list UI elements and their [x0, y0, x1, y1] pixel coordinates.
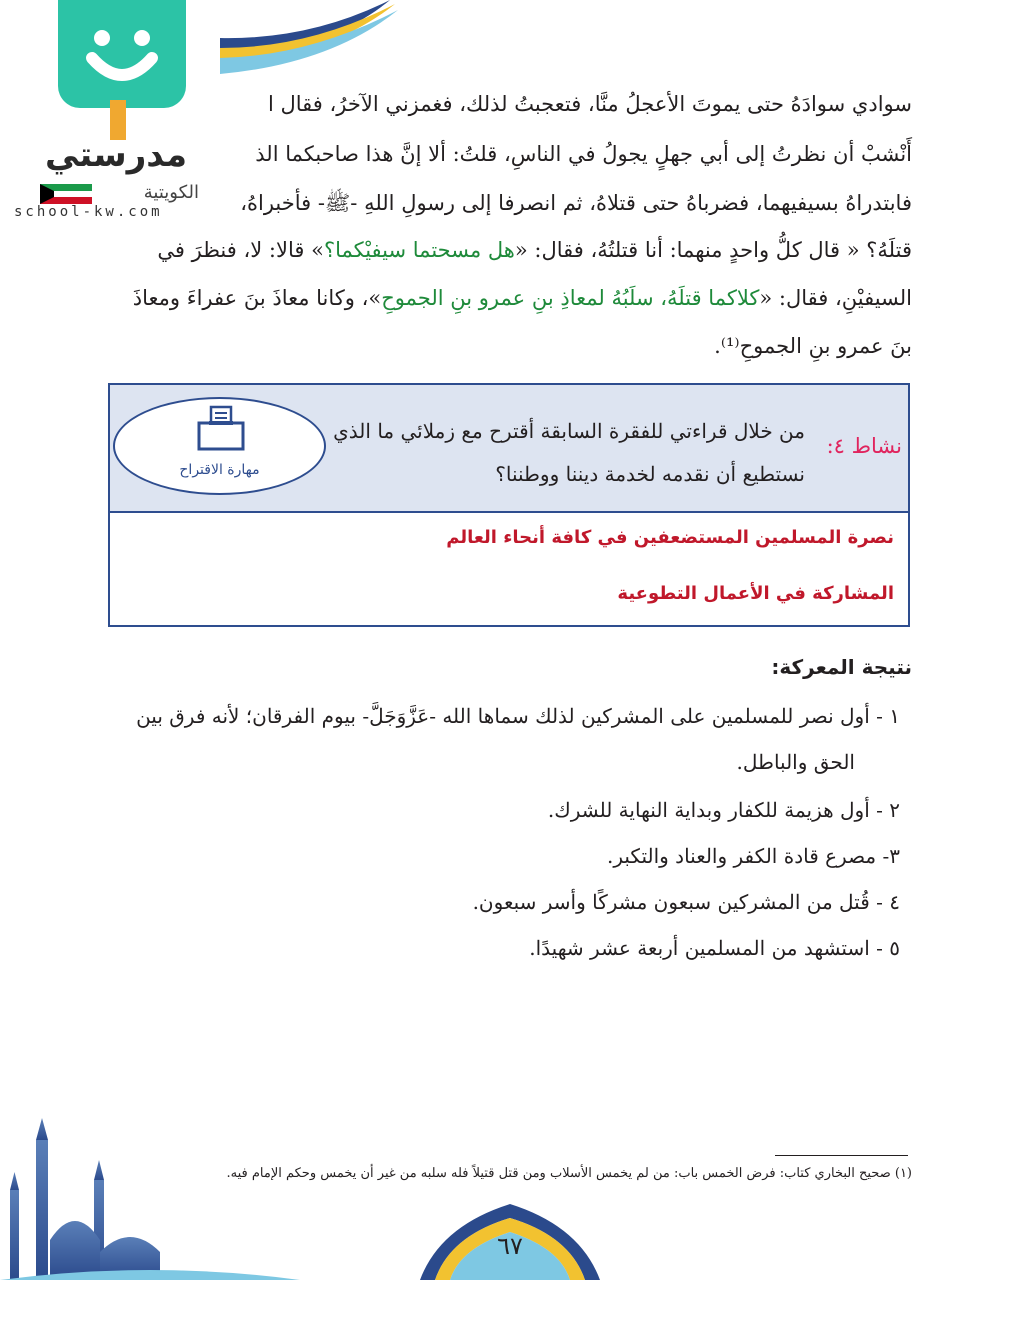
result-item: ٣- مصرع قادة الكفر والعناد والتكبر.: [606, 844, 900, 868]
paragraph-line: فابتدراهُ بسيفيهما، فضرباهُ حتى قتلاهُ، ثم انصرفا إلى رسولِ اللهِ -ﷺ- فأخبراهُ،: [240, 191, 912, 215]
paragraph-line: [133, 286, 912, 310]
mosque-decoration: [0, 1110, 300, 1280]
line-text: قتلَهُ؟ « قال كلُّ واحدٍ منهما: أنا قتلتُهُ، فقال: «: [514, 238, 912, 262]
paragraph-line: [157, 238, 912, 262]
activity-answer: نصرة المسلمين المستضعفين في كافة أنحاء العالم: [446, 527, 894, 548]
site-logo: [10, 0, 225, 225]
page-number: ٦٧: [497, 1232, 523, 1260]
logo-tile: [58, 0, 186, 108]
result-item: ٤ - قُتل من المشركين سبعون مشركًا وأسر سبعون.: [472, 890, 900, 914]
results-heading: نتيجة المعركة:: [771, 655, 912, 679]
paragraph-line: سوادي سوادَهُ حتى يموتَ الأعجلُ منَّا، فتعجبتُ لذلك، فغمزني الآخرُ، فقال ا: [268, 92, 912, 116]
decorative-swoosh: [220, 0, 400, 80]
logo-name: مدرستي: [45, 135, 187, 175]
activity-label: نشاط ٤:: [826, 434, 902, 458]
paragraph-line: أَنْشبْ أن نظرتُ إلى أبي جهلٍ يجولُ في الناسِ، قلتُ: ألا إنَّ هذا صاحبكما الذ: [255, 142, 912, 166]
activity-answer: المشاركة في الأعمال التطوعية: [617, 583, 894, 604]
logo-url[interactable]: school-kw.com: [14, 204, 163, 220]
bookmark-icon: [110, 100, 126, 140]
smile-icon: [58, 0, 186, 108]
hadith-quote: كلاكما قتلَهُ، سلَبُهُ لمعاذِ بنِ عمرو بنِ الجموحِ: [381, 286, 760, 310]
footnote-rule: [775, 1155, 908, 1156]
skill-label: مهارة الاقتراح: [179, 462, 260, 478]
skill-oval: [113, 397, 326, 495]
footnote: (١) صحيح البخاري كتاب: فرض الخمس باب: من لم يخمس الأسلاب ومن قتل قتيلاً فله سلبه من غير أن يخمس وحكم الإمام فيه.: [226, 1166, 912, 1181]
ballot-box-icon: [195, 405, 247, 451]
paragraph-line: بنَ عمرو بنِ الجموحِ⁽¹⁾.: [714, 334, 912, 358]
line-text: السيفيْنِ، فقال: «: [759, 286, 912, 310]
kuwait-flag-icon: [40, 184, 92, 204]
logo-subtitle: الكويتية: [143, 182, 199, 203]
hadith-quote: هل مسحتما سيفيْكما؟: [323, 238, 515, 262]
activity-question: من خلال قراءتي للفقرة السابقة أقترح مع زملائي ما الذي: [333, 419, 805, 443]
result-item: ٢ - أول هزيمة للكفار وبداية النهاية للشرك.: [547, 798, 900, 822]
line-text: »، وكانا معاذَ بنَ عفراءَ ومعاذَ: [132, 286, 382, 310]
line-text: » قالا: لا، فنظرَ في: [157, 238, 324, 262]
result-item: الحق والباطل.: [736, 750, 855, 774]
activity-question: نستطيع أن نقدمه لخدمة ديننا ووطننا؟: [495, 462, 805, 486]
result-item: ٥ - استشهد من المسلمين أربعة عشر شهيدًا.: [529, 936, 900, 960]
result-item: ١ - أول نصر للمسلمين على المشركين لذلك سماها الله -عَزَّوَجَلَّ- بيوم الفرقان؛ لأنه فرق بين: [136, 704, 900, 728]
